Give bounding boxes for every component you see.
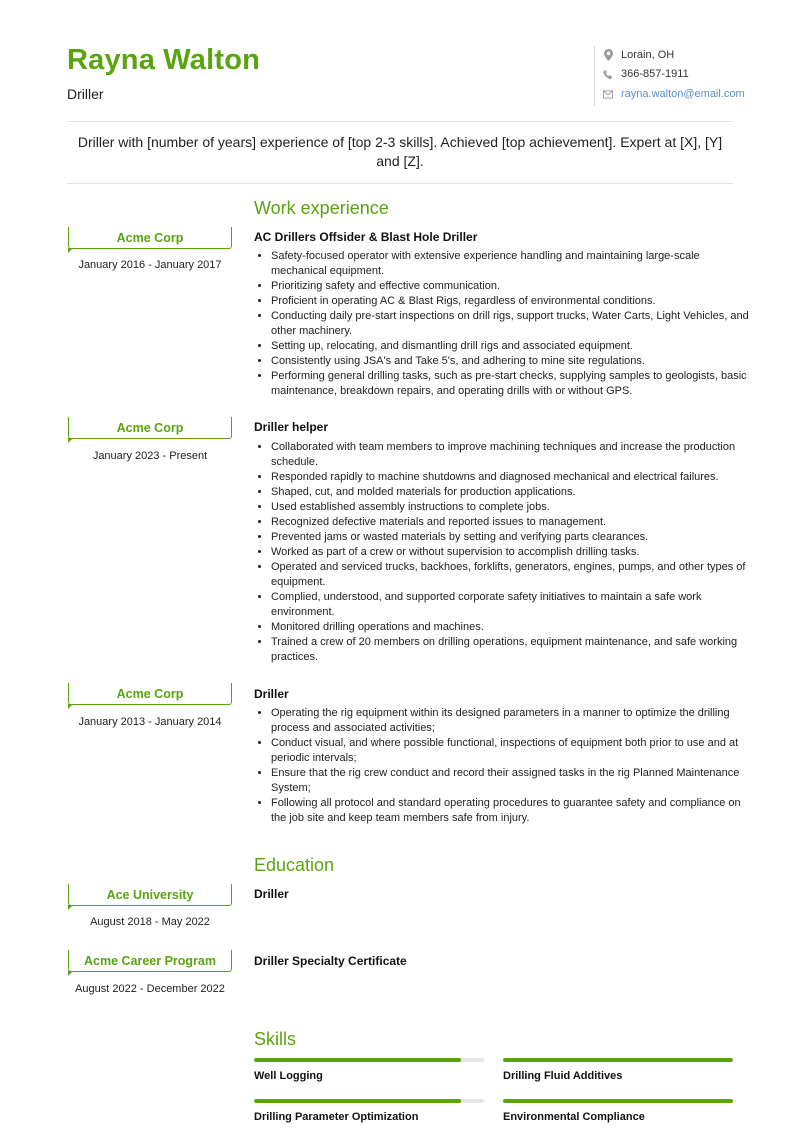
job-bullets [254,440,751,665]
candidate-name: Rayna Walton [67,44,261,76]
list-item: • Performing general drilling tasks, such as pre-start checks, supplying samples to geologists, basic maintenance, breakdown repairs, and operating drills with or without GPS. [271,369,751,399]
list-item: • Used established assembly instructions to complete jobs. [271,500,751,515]
contact-location [603,49,674,61]
phone-icon [603,68,613,80]
list-item: • Trained a crew of 20 members on drilling operations, equipment maintenance, and safe working practices. [271,635,751,665]
list-item: • Operated and serviced trucks, backhoes, forklifts, generators, engines, pumps, and other types of equipment. [271,560,751,590]
contact-email[interactable] [603,88,745,100]
skill-level-bar [254,1099,484,1103]
job-company-tag: Acme Corp [68,417,232,439]
map-pin-icon [603,49,613,61]
job-title: Driller [254,687,289,701]
skill-level-fill [254,1058,461,1062]
list-item: • Operating the rig equipment within its designed parameters in a manner to optimize the drilling process and associated activities; [271,706,751,736]
skills-heading: Skills [254,1029,297,1049]
skill-level-fill [503,1058,733,1062]
skill-name: Drilling Fluid Additives [503,1070,623,1082]
list-item: • Conducting daily pre-start inspections on drill rigs, support trucks, Water Carts, Light Vehicles, and other machinery. [271,309,751,339]
education-degree: Driller Specialty Certificate [254,954,407,968]
list-item: • Consistently using JSA's and Take 5's, and adhering to mine site regulations. [271,354,751,369]
list-item: • Following all protocol and standard operating procedures to guarantee safety and compliance on the job site and keep team members safe from injury. [271,796,751,826]
skill-name: Well Logging [254,1070,323,1082]
location-text: Lorain, OH [621,49,675,61]
job-company-tag: Acme Corp [68,683,232,705]
work-experience-heading: Work experience [254,198,389,218]
education-dates: August 2022 - December 2022 [75,983,225,995]
email-link[interactable]: rayna.walton@email.com [621,88,745,100]
skill-level-bar [254,1058,484,1062]
summary-text: Driller with [number of years] experience of [top 2-3 skills]. Achieved [top achievement]. Expert at [X], [Y] and [Z]. [77,134,723,169]
list-item: • Setting up, relocating, and dismantling drill rigs and associated equipment. [271,339,751,354]
skill-item [254,1099,484,1123]
skill-item [503,1058,733,1082]
list-item: • Proficient in operating AC & Blast Rigs, regardless of environmental conditions. [271,294,751,309]
list-item: • Responded rapidly to machine shutdowns and diagnosed mechanical and electrical failures. [271,470,751,485]
list-item: • Collaborated with team members to improve machining techniques and increase the production schedule. [271,440,751,470]
skill-level-bar [503,1099,733,1103]
job-title: AC Drillers Offsider & Blast Hole Driller [254,230,478,244]
list-item: • Worked as part of a crew or without supervision to accomplish drilling tasks. [271,545,751,560]
candidate-role: Driller [67,86,104,102]
job-bullets [254,706,751,826]
job-title: Driller helper [254,420,329,434]
education-dates: August 2018 - May 2022 [90,916,210,928]
job-dates: January 2016 - January 2017 [78,259,222,271]
list-item: • Complied, understood, and supported corporate safety initiatives to maintain a safe work environment. [271,590,751,620]
skill-name: Environmental Compliance [503,1111,645,1123]
skill-level-bar [503,1058,733,1062]
list-item: • Prioritizing safety and effective communication. [271,279,751,294]
phone-text: 366-857-1911 [621,68,689,80]
list-item: • Monitored drilling operations and machines. [271,620,751,635]
skill-level-fill [503,1099,733,1103]
contact-phone [603,68,689,80]
envelope-icon [603,88,613,100]
summary-rule [67,183,733,184]
skill-item [254,1058,484,1082]
job-company-tag: Acme Corp [68,227,232,249]
job-bullets [254,249,751,399]
list-item: • Prevented jams or wasted materials by setting and verifying parts clearances. [271,530,751,545]
education-school-tag: Ace University [68,884,232,906]
job-dates: January 2023 - Present [92,450,208,462]
education-heading: Education [254,855,335,875]
education-degree: Driller [254,887,289,901]
job-dates: January 2013 - January 2014 [78,716,222,728]
list-item: • Conduct visual, and where possible functional, inspections of equipment both prior to use and at periodic intervals; [271,736,751,766]
list-item: • Ensure that the rig crew conduct and record their assigned tasks in the rig Planned Maintenance System; [271,766,751,796]
header-rule [67,121,733,122]
contact-divider [594,46,595,106]
skill-level-fill [254,1099,461,1103]
education-school-tag: Acme Career Program [68,950,232,972]
list-item: • Recognized defective materials and reported issues to management. [271,515,751,530]
skill-name: Drilling Parameter Optimization [254,1111,419,1123]
list-item: • Safety-focused operator with extensive experience handling and maintaining large-scale mechanical equipment. [271,249,751,279]
skill-item [503,1099,733,1123]
list-item: • Shaped, cut, and molded materials for production applications. [271,485,751,500]
